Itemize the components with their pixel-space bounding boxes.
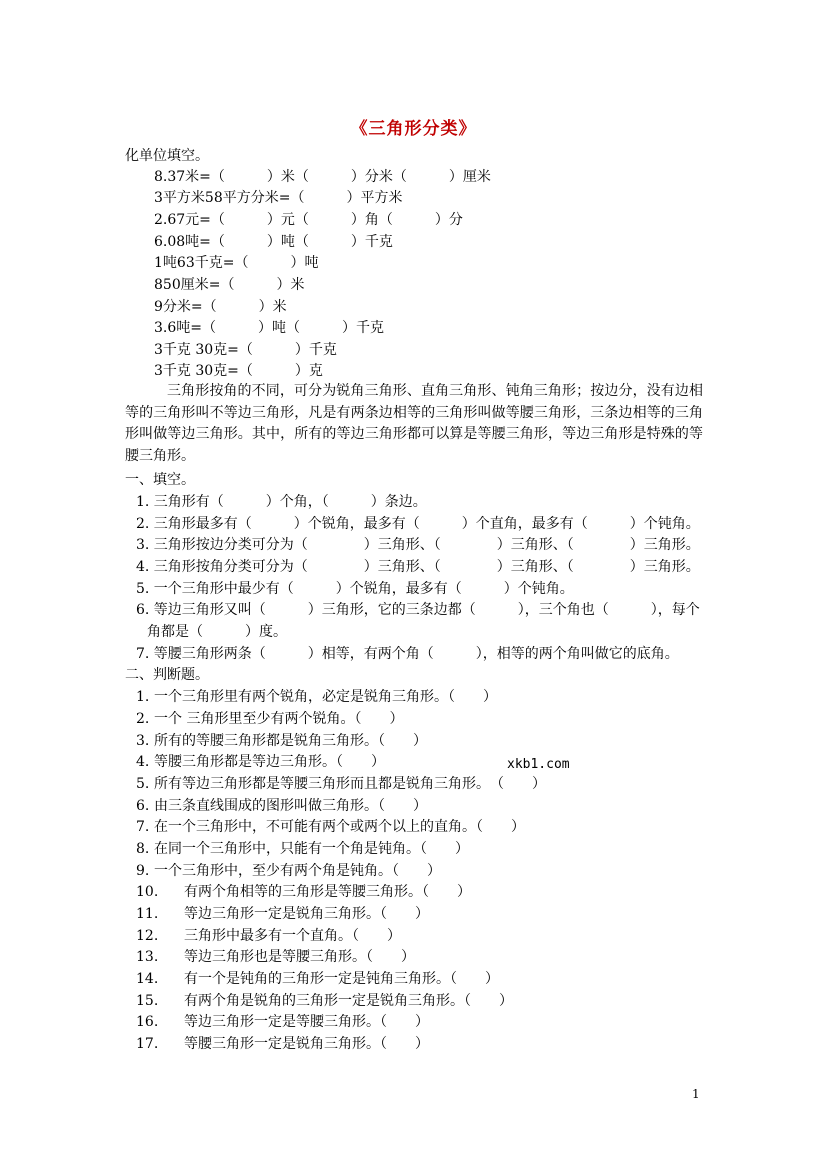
- judge-item: [136, 1012, 429, 1032]
- judge-item-text: 等腰三角形都是等边三角形。（ ）: [154, 754, 385, 770]
- judge-item-number: 15.: [136, 993, 159, 1009]
- fill-item: 3. 三角形按边分类可分为（ ）三角形、（ ）三角形、（ ）三角形。: [136, 537, 700, 553]
- judge-item-text: 有一个是钝角的三角形一定是钝角三角形。（ ）: [184, 971, 499, 987]
- judge-item: [136, 861, 441, 881]
- unit-item: 3平方米58平方分米=（ ）平方米: [154, 190, 403, 206]
- judge-item-number: 7.: [136, 819, 150, 835]
- fill-item: 4. 三角形按角分类可分为（ ）三角形、（ ）三角形、（ ）三角形。: [136, 559, 700, 575]
- unit-item: 2.67元=（ ）元（ ）角（ ）分: [154, 212, 463, 228]
- judge-item-number: 4.: [136, 754, 150, 770]
- fill-section-heading: 一、填空。: [125, 472, 195, 488]
- judge-item: [136, 752, 385, 772]
- fill-item: 6. 等边三角形又叫（ ）三角形，它的三条边都（ ），三个角也（ ），每个: [136, 602, 700, 618]
- page-number: 1: [692, 1087, 700, 1101]
- watermark-text: xkb1.com: [507, 757, 570, 772]
- judge-item-number: 12.: [136, 928, 159, 944]
- judge-item-text: 等边三角形一定是锐角三角形。（ ）: [184, 906, 429, 922]
- judge-item: [136, 774, 546, 794]
- judge-item-text: 有两个角是锐角的三角形一定是锐角三角形。（ ）: [184, 993, 513, 1009]
- judge-section-heading: 二、判断题。: [125, 667, 209, 683]
- page-title: 《三角形分类》: [350, 119, 477, 139]
- judge-item: [136, 991, 513, 1011]
- judge-item-number: 2.: [136, 711, 150, 727]
- judge-item-number: 13.: [136, 949, 159, 965]
- unit-item: 9分米=（ ）米: [154, 299, 287, 315]
- judge-item-text: 在一个三角形中，不可能有两个或两个以上的直角。（ ）: [154, 819, 525, 835]
- unit-item: 850厘米=（ ）米: [154, 277, 305, 293]
- judge-item-text: 一个三角形中，至少有两个角是钝角。（ ）: [154, 863, 441, 879]
- judge-item-number: 14.: [136, 971, 159, 987]
- judge-item-number: 6.: [136, 798, 150, 814]
- judge-item-number: 10.: [136, 884, 159, 900]
- fill-item: 7. 等腰三角形两条（ ）相等，有两个角（ ），相等的两个角叫做它的底角。: [136, 646, 679, 662]
- judge-item-text: 由三条直线围成的图形叫做三角形。（ ）: [154, 798, 427, 814]
- judge-item: [136, 882, 471, 902]
- triangle-classification-paragraph: 三角形按角的不同，可分为锐角三角形、直角三角形、钝角三角形；按边分，没有边相等的三角形叫不等边三角形，凡是有两条边相等的三角形叫做等腰三角形，三条边相等的三角形叫做等边三角形。其中，所有的等边三角形都可以算是等腰三角形，等边三角形是特殊的等腰三角形。: [125, 383, 703, 465]
- judge-item: [136, 1034, 429, 1054]
- unit-item: 3千克 30克=（ ）克: [154, 363, 323, 379]
- judge-item-number: 17.: [136, 1036, 159, 1052]
- judge-item-text: 所有的等腰三角形都是锐角三角形。（ ）: [154, 733, 427, 749]
- unit-item: 3.6吨=（ ）吨（ ）千克: [154, 320, 384, 336]
- judge-item-text: 有两个角相等的三角形是等腰三角形。（ ）: [184, 884, 471, 900]
- judge-item-text: 等腰三角形一定是锐角三角形。（ ）: [184, 1036, 429, 1052]
- judge-item-number: 3.: [136, 733, 150, 749]
- judge-item: [136, 731, 427, 751]
- unit-item: 1吨63千克=（ ）吨: [154, 255, 319, 271]
- judge-item-text: 一个 三角形里至少有两个锐角。（ ）: [154, 711, 404, 727]
- judge-item-number: 11.: [136, 906, 159, 922]
- judge-item: [136, 926, 401, 946]
- fill-item: 1. 三角形有（ ）个角，（ ）条边。: [136, 494, 427, 510]
- judge-item-number: 1.: [136, 689, 150, 705]
- judge-item-text: 所有等边三角形都是等腰三角形而且都是锐角三角形。 （ ）: [154, 776, 546, 792]
- judge-item: [136, 947, 415, 967]
- judge-item: [136, 904, 429, 924]
- judge-item: [136, 817, 525, 837]
- judge-item-text: 一个三角形里有两个锐角，必定是锐角三角形。（ ）: [154, 689, 497, 705]
- fill-item-continuation: 角都是（ ）度。: [147, 624, 287, 640]
- judge-item: [136, 687, 497, 707]
- unit-item: 6.08吨=（ ）吨（ ）千克: [154, 234, 393, 250]
- unit-item: 3千克 30克=（ ）千克: [154, 342, 337, 358]
- judge-item-number: 8.: [136, 841, 150, 857]
- judge-item-number: 5.: [136, 776, 150, 792]
- judge-item-text: 在同一个三角形中，只能有一个角是钝角。（ ）: [154, 841, 469, 857]
- judge-item-text: 等边三角形一定是等腰三角形。（ ）: [184, 1014, 429, 1030]
- judge-item: [136, 839, 469, 859]
- fill-item: 2. 三角形最多有（ ）个锐角，最多有（ ）个直角，最多有（ ）个钝角。: [136, 516, 700, 532]
- fill-item: 5. 一个三角形中最少有（ ）个锐角，最多有（ ）个钝角。: [136, 581, 574, 597]
- judge-item-text: 等边三角形也是等腰三角形。（ ）: [184, 949, 415, 965]
- judge-item: [136, 709, 403, 729]
- judge-item-number: 16.: [136, 1014, 159, 1030]
- judge-item-text: 三角形中最多有一个直角。（ ）: [184, 928, 401, 944]
- unit-item: 8.37米=（ ）米（ ）分米（ ）厘米: [154, 169, 491, 185]
- judge-item: [136, 969, 499, 989]
- judge-item-number: 9.: [136, 863, 150, 879]
- judge-item: [136, 796, 427, 816]
- unit-section-heading: 化单位填空。: [125, 148, 209, 164]
